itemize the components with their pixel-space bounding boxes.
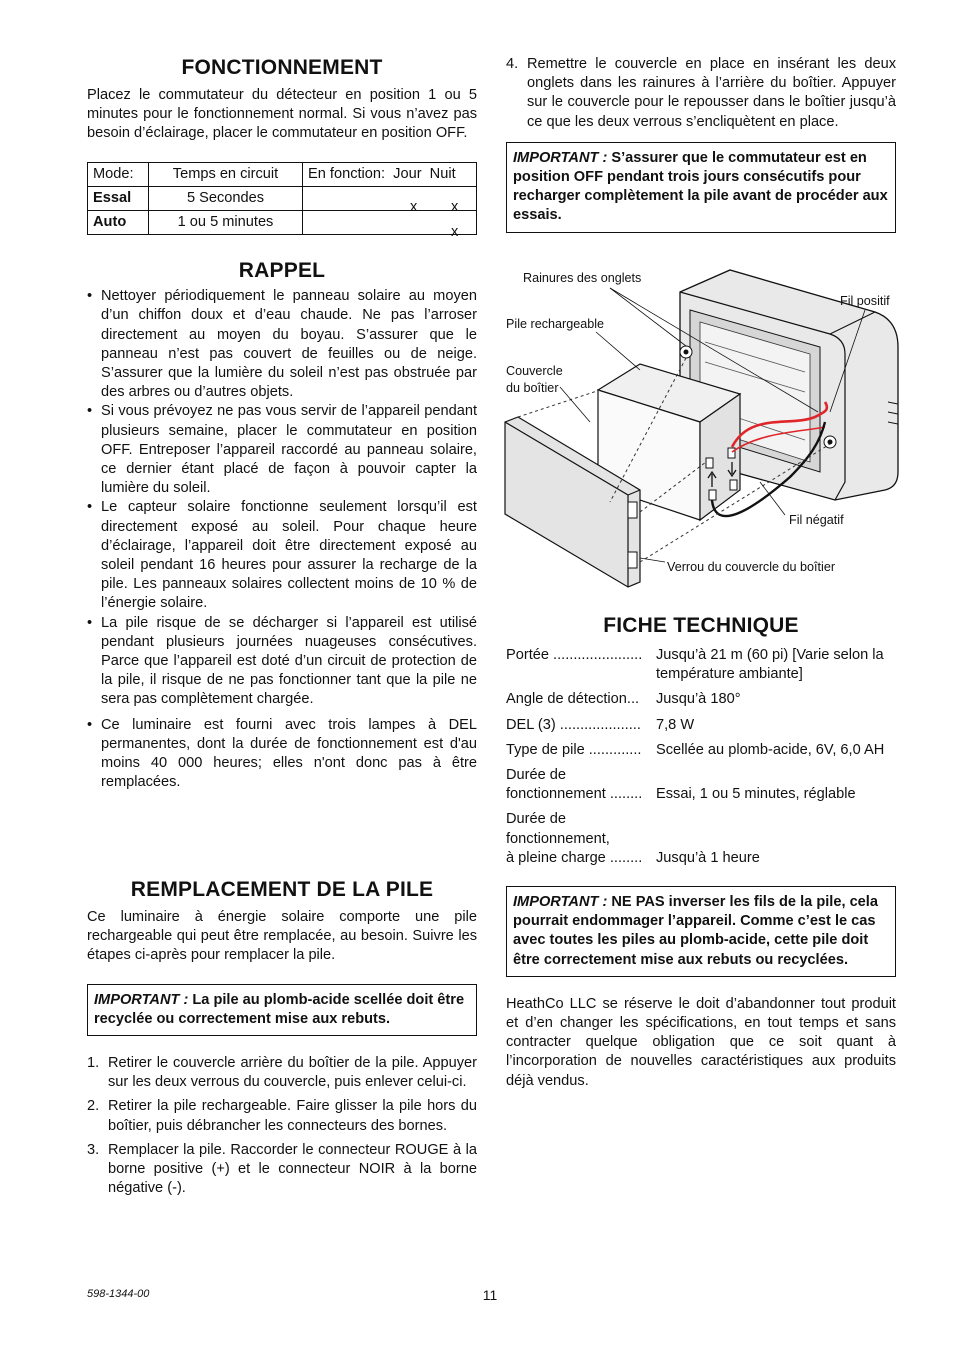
table-cell-time: 1 ou 5 minutes	[149, 211, 303, 235]
step-number: 1.	[87, 1055, 100, 1072]
spec-row	[506, 766, 896, 804]
spec-key-line: Durée de	[506, 811, 567, 828]
important-text: La pile au plomb-acide scellée doit être recyclée ou correctement mise aux rebuts.	[94, 991, 465, 1027]
label-fil-negatif: Fil négatif	[789, 513, 844, 527]
table-row	[88, 211, 477, 235]
spec-row	[506, 690, 896, 709]
table-cell-jour: x	[410, 199, 418, 216]
spec-value: Jusqu’à 1 heure	[656, 849, 760, 866]
important-label: IMPORTANT :	[513, 894, 608, 911]
list-item: • Ce luminaire est fourni avec trois lampes à DEL permanentes, dont la durée de fonctionnement est d'au moins 40 000 heures; elles n'ont donc pas à être remplacées.	[87, 716, 477, 793]
table-cell-nuit: x	[451, 199, 459, 216]
section-title-fiche: FICHE TECHNIQUE	[603, 614, 799, 637]
replacement-steps-continued	[506, 55, 896, 132]
table-cell-mode: Essal	[88, 186, 149, 210]
page-number: 11	[482, 1287, 498, 1303]
table-cell-day-night	[303, 186, 477, 216]
spec-key: Angle de détection...	[506, 691, 640, 708]
right-column-lower	[506, 614, 896, 1091]
label-fil-positif: Fil positif	[840, 294, 890, 308]
rappel-list	[87, 287, 477, 792]
table-cell-time: 5 Secondes	[149, 186, 303, 210]
spec-key: Type de pile .............	[506, 741, 642, 758]
left-column	[87, 56, 477, 793]
spec-row-inner	[506, 785, 896, 804]
table-header-time: Temps en circuit	[149, 162, 303, 186]
label-rainures: Rainures des onglets	[523, 271, 642, 285]
fonctionnement-text: Placez le commutateur du détecteur en position 1 ou 5 minutes pour le fonctionnement normal. Si vous n’avez pas besoin d’éclairage, placer le commutateur en position OFF.	[87, 87, 477, 142]
replacement-steps	[87, 1054, 477, 1198]
important-notice	[87, 984, 477, 1036]
mode-table	[87, 162, 477, 240]
step-text: Retirer le couvercle arrière du boîtier de la pile. Appuyer sur les deux verrous du couvercle, puis enlever celui-ci.	[108, 1055, 477, 1091]
list-item	[87, 1097, 477, 1135]
important-notice	[506, 142, 896, 233]
list-item: • La pile risque de se décharger si l’appareil est utilisé pendant plusieurs journées nuageuses consécutives. Parce que l’appareil est doté d’un circuit de protection de la pile, il risque de ne pas fonctionner tant que la pile ne sera pas complètement chargée.	[87, 614, 477, 710]
spec-value: Jusqu’à 180°	[656, 691, 741, 708]
section-title-remplacement: REMPLACEMENT DE LA PILE	[130, 878, 434, 901]
step-text: Remettre le couvercle en place en insérant les deux onglets dans les rainures à l’arrière du boîtier. Appuyer sur le couvercle pour le repousser dans le boîtier jusqu’à ce que les deux verrous s’encliquètent en place.	[527, 56, 896, 130]
remplacement-text: Ce luminaire à énergie solaire comporte une pile rechargeable qui peut être remplacée, au besoin. Suivre les étapes ci-après pour remplacer la pile.	[87, 909, 477, 964]
label-pile: Pile rechargeable	[506, 317, 605, 331]
document-code: 598-1344-00	[87, 1288, 150, 1300]
battery-housing-illustration	[500, 262, 910, 592]
step-number: 4.	[506, 56, 519, 72]
spec-key: DEL (3) ....................	[506, 716, 641, 733]
spec-row	[506, 810, 896, 868]
label-verrou: Verrou du couvercle du boîtier	[667, 560, 836, 574]
important-label: IMPORTANT :	[94, 991, 189, 1008]
spec-row	[506, 716, 896, 735]
list-item: • Nettoyer périodiquement le panneau solaire au moyen d’un chiffon doux et d’eau chaude. Ne pas l’arroser directement au moyen du boyau. S’assurer que le panneau n’est pas couvert de feuilles ou de neige. S’assurer que la lumière du soleil n’est pas obstruée par des arbres ou d’autres objets.	[87, 287, 477, 402]
step-text: Retirer la pile rechargeable. Faire glisser la pile hors du boîtier, puis débrancher les connecteurs des bornes.	[108, 1098, 477, 1134]
important-text: NE PAS inverser les fils de la pile, cela pourrait endommager l’appareil. Comme c’est le cas avec toutes les piles au plomb-acide, cette pile doit être correctement mise aux rebuts ou recyclées.	[513, 894, 878, 968]
important-label: IMPORTANT :	[513, 149, 608, 166]
spec-key: fonctionnement ........	[506, 786, 643, 803]
spec-key-line: fonctionnement,	[506, 830, 610, 847]
table-header-row	[88, 162, 477, 186]
battery-diagram	[500, 262, 910, 592]
list-item: • Si vous prévoyez ne pas vous servir de l’appareil pendant plusieurs semaine, placer le commutateur en position OFF. Entreposer l’appareil raccordé au panneau solaire, ce dernier étant placé de façon à pouvoir capter la lumière du soleil.	[87, 402, 477, 498]
label-couvercle-line2: du boîtier	[506, 381, 559, 395]
spec-value: 7,8 W	[656, 716, 695, 733]
spec-row-inner	[506, 849, 896, 868]
spec-value: Jusqu’à 21 m (60 pi) [Varie selon la température ambiante]	[656, 647, 884, 683]
table-cell-mode: Auto	[88, 211, 149, 235]
spec-key-line: Durée de	[506, 767, 567, 784]
spec-key: à pleine charge ........	[506, 849, 643, 866]
spec-row	[506, 741, 896, 760]
step-number: 3.	[87, 1141, 100, 1158]
spec-value: Essai, 1 ou 5 minutes, réglable	[656, 786, 856, 803]
label-couvercle-line1: Couvercle	[506, 364, 563, 378]
table-cell-nuit: x	[451, 223, 459, 240]
important-notice	[506, 886, 896, 977]
right-column	[506, 55, 896, 233]
list-item	[87, 1054, 477, 1092]
spec-value: Scellée au plomb-acide, 6V, 6,0 AH	[656, 741, 885, 758]
table-cell-day-night	[303, 211, 477, 240]
step-text: Remplacer la pile. Raccorder le connecteur ROUGE à la borne positive (+) et le connecteur NOIR à la borne négative (-).	[108, 1141, 477, 1197]
step-number: 2.	[87, 1098, 100, 1115]
spec-list	[506, 646, 896, 868]
important-text: S’assurer que le commutateur est en position OFF pendant trois jours consécutifs pour recharger complètement la pile avant de procéder aux essais.	[513, 149, 888, 224]
list-item	[506, 55, 896, 132]
table-row	[88, 186, 477, 210]
list-item: • Le capteur solaire fonctionne seulement lorsqu’il est directement exposé au soleil. Pour chaque heure d’éclairage, l’appareil doit être directement exposé au soleil pendant 16 heures pour assurer la recharge de la pile. Les panneaux solaires collectent moins de 10 % de l’énergie solaire.	[87, 498, 477, 613]
table-header-function: En fonction: Jour Nuit	[303, 162, 477, 186]
spec-key: Portée ......................	[506, 647, 643, 663]
closing-text: HeathCo LLC se réserve le doit d’abandonner tout produit et d’en changer les spécifications, en tout temps et sans contracter quelque obligation que ce soit quant à l’incorporation de nouvelles caractéristiques aux produits déjà vendus.	[506, 995, 896, 1089]
section-title-rappel: RAPPEL	[238, 259, 326, 283]
section-title-fonctionnement: FONCTIONNEMENT	[181, 56, 383, 79]
left-column-lower	[87, 878, 477, 1203]
spec-row	[506, 646, 896, 684]
table-header-mode: Mode:	[88, 162, 149, 186]
list-item	[87, 1141, 477, 1199]
